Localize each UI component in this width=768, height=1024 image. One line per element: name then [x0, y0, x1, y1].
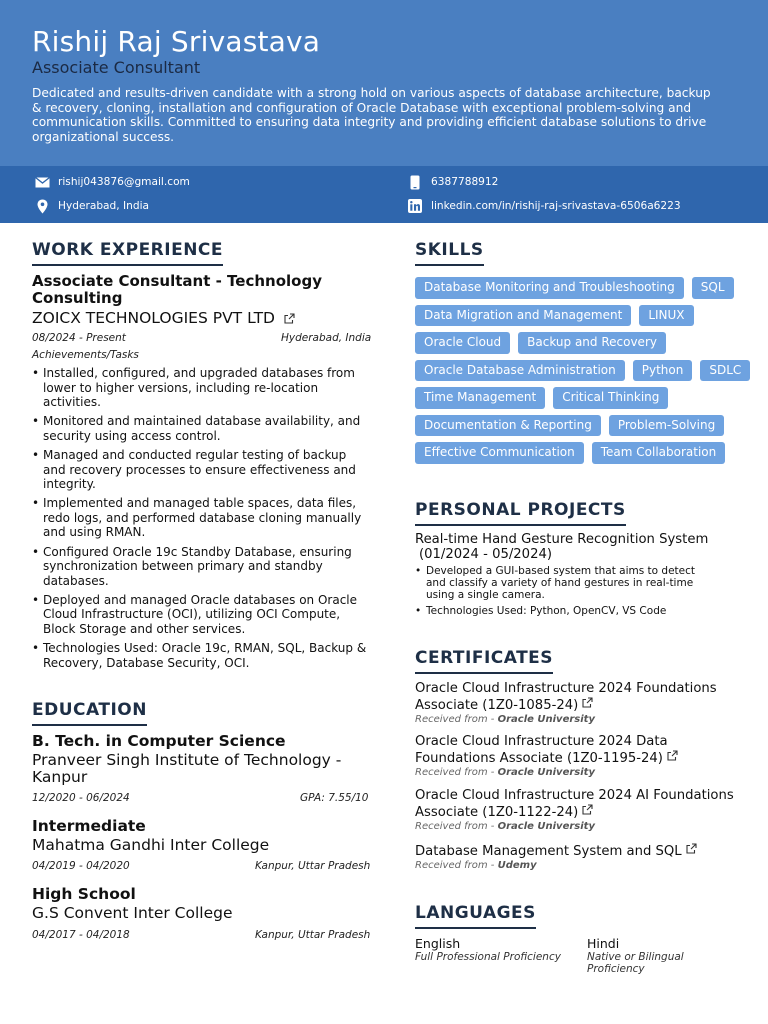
location-icon — [34, 198, 50, 214]
skill-tag: Documentation & Reporting — [415, 415, 601, 437]
list-item: • Technologies Used: Python, OpenCV, VS Code — [415, 605, 715, 617]
skill-tag: Team Collaboration — [592, 442, 726, 464]
language-item — [415, 936, 575, 963]
language-level: Full Professional Proficiency — [415, 951, 561, 963]
list-item: • Implemented and managed table spaces, data files, redo logs, and performed database cloning manually and using RMAN. — [32, 496, 367, 540]
language-item — [587, 936, 727, 975]
languages-heading: LANGUAGES — [415, 903, 536, 929]
skill-tag: LINUX — [639, 305, 693, 327]
contact-phone[interactable] — [407, 174, 498, 190]
linkedin-text: linkedin.com/in/rishij-raj-srivastava-6506a6223 — [431, 200, 681, 212]
company-name[interactable] — [32, 309, 295, 328]
candidate-title: Associate Consultant — [32, 58, 201, 77]
summary-text: Dedicated and results-driven candidate with a strong hold on various aspects of database architecture, backup & recovery, cloning, installation and configuration of Oracle Database with exceptional problem-solving and communication skills. Committed to ensuring data integrity and providing efficient database solutions to drive organizational success. — [32, 86, 711, 144]
edu-degree: High School — [32, 885, 136, 903]
list-item: • Configured Oracle 19c Standby Database, ensuring synchronization between primary and standby databases. — [32, 545, 367, 589]
certificate-issuer: Oracle University — [497, 820, 595, 832]
received-label: Received from - — [415, 820, 495, 832]
project-bullets — [415, 565, 715, 620]
contact-location — [34, 198, 149, 214]
company-name-text: ZOICX TECHNOLOGIES PVT LTD — [32, 309, 275, 327]
skill-tag: Problem-Solving — [609, 415, 724, 437]
email-icon — [34, 174, 50, 190]
contact-bar — [0, 166, 768, 223]
edu-gpa: GPA: 7.55/10 — [300, 792, 369, 804]
certificate-name: Oracle Cloud Infrastructure 2024 Data Foundations Associate (1Z0-1195-24) — [415, 734, 668, 766]
linkedin-icon — [407, 198, 423, 214]
certificate-item — [415, 682, 745, 725]
job-dates: 08/2024 - Present — [32, 332, 126, 344]
skills-heading: SKILLS — [415, 240, 484, 266]
list-item: • Managed and conducted regular testing of backup and recovery processes to ensure effectiveness and integrity. — [32, 448, 367, 492]
resume-header — [0, 0, 768, 166]
list-item: • Installed, configured, and upgraded databases from lower to higher versions, including re-location activities. — [32, 366, 367, 410]
project-title: Real-time Hand Gesture Recognition System — [415, 532, 709, 547]
job-bullets — [32, 366, 367, 675]
skill-tag: Data Migration and Management — [415, 305, 631, 327]
edu-degree: B. Tech. in Computer Science — [32, 732, 286, 750]
edu-degree: Intermediate — [32, 817, 146, 835]
certificate-issuer: Oracle University — [497, 766, 595, 778]
work-experience-heading: WORK EXPERIENCE — [32, 240, 223, 266]
external-link-icon[interactable] — [582, 804, 593, 820]
received-label: Received from - — [415, 860, 495, 872]
skill-tag: Time Management — [415, 387, 545, 409]
certificate-name: Database Management System and SQL — [415, 843, 682, 859]
skill-tag: Effective Communication — [415, 442, 584, 464]
language-level: Native or Bilingual Proficiency — [587, 951, 684, 975]
certificate-item — [415, 843, 745, 871]
skill-tag: Python — [633, 360, 693, 382]
certificate-item — [415, 789, 745, 832]
skill-tag: SQL — [692, 277, 734, 299]
location-text: Hyderabad, India — [58, 200, 149, 212]
received-label: Received from - — [415, 713, 495, 725]
edu-dates: 12/2020 - 06/2024 — [32, 792, 130, 804]
edu-dates: 04/2019 - 04/2020 — [32, 860, 130, 872]
list-item: • Technologies Used: Oracle 19c, RMAN, SQL, Backup & Recovery, Database Security, OCI. — [32, 641, 367, 670]
edu-institution: Pranveer Singh Institute of Technology - Kanpur — [32, 751, 342, 786]
phone-icon — [407, 174, 423, 190]
skills-list — [415, 277, 755, 464]
received-label: Received from - — [415, 766, 495, 778]
certificate-name: Oracle Cloud Infrastructure 2024 Foundations Associate (1Z0-1085-24) — [415, 681, 717, 713]
phone-text: 6387788912 — [431, 176, 499, 188]
edu-dates: 04/2017 - 04/2018 — [32, 929, 130, 941]
certificate-item — [415, 735, 745, 778]
contact-linkedin[interactable] — [407, 198, 681, 214]
skill-tag: Critical Thinking — [553, 387, 668, 409]
certificates-heading: CERTIFICATES — [415, 648, 553, 674]
job-title: Associate Consultant - Technology Consulting — [32, 272, 322, 307]
edu-location: Kanpur, Uttar Pradesh — [255, 929, 371, 941]
edu-institution: G.S Convent Inter College — [32, 904, 233, 922]
education-heading: EDUCATION — [32, 700, 147, 726]
skill-tag: Oracle Database Administration — [415, 360, 625, 382]
project-dates: (01/2024 - 05/2024) — [419, 547, 553, 562]
external-link-icon[interactable] — [582, 697, 593, 713]
list-item: • Monitored and maintained database availability, and security using access control. — [32, 414, 367, 443]
job-location: Hyderabad, India — [281, 332, 372, 344]
language-name: English — [415, 936, 461, 951]
edu-location: Kanpur, Uttar Pradesh — [255, 860, 371, 872]
list-item: • Developed a GUI-based system that aims to detect and classify a variety of hand gestures in real-time using a single camera. — [415, 565, 715, 602]
language-name: Hindi — [587, 936, 620, 951]
edu-institution: Mahatma Gandhi Inter College — [32, 836, 270, 854]
external-link-icon[interactable] — [667, 750, 678, 766]
skill-tag: Oracle Cloud — [415, 332, 510, 354]
certificate-issuer: Oracle University — [497, 713, 595, 725]
candidate-name: Rishij Raj Srivastava — [32, 25, 321, 58]
external-link-icon[interactable] — [686, 843, 697, 859]
contact-email[interactable] — [34, 174, 190, 190]
certificate-issuer: Udemy — [497, 860, 537, 872]
projects-heading: PERSONAL PROJECTS — [415, 500, 626, 526]
skill-tag: SDLC — [700, 360, 750, 382]
external-link-icon[interactable] — [284, 310, 295, 328]
skill-tag: Database Monitoring and Troubleshooting — [415, 277, 684, 299]
certificate-name: Oracle Cloud Infrastructure 2024 AI Foundations Associate (1Z0-1122-24) — [415, 788, 734, 820]
tasks-label: Achievements/Tasks — [32, 349, 139, 361]
skill-tag: Backup and Recovery — [518, 332, 666, 354]
email-text: rishij043876@gmail.com — [58, 176, 190, 188]
list-item: • Deployed and managed Oracle databases on Oracle Cloud Infrastructure (OCI), utilizing OCI Compute, Block Storage and other services. — [32, 593, 367, 637]
